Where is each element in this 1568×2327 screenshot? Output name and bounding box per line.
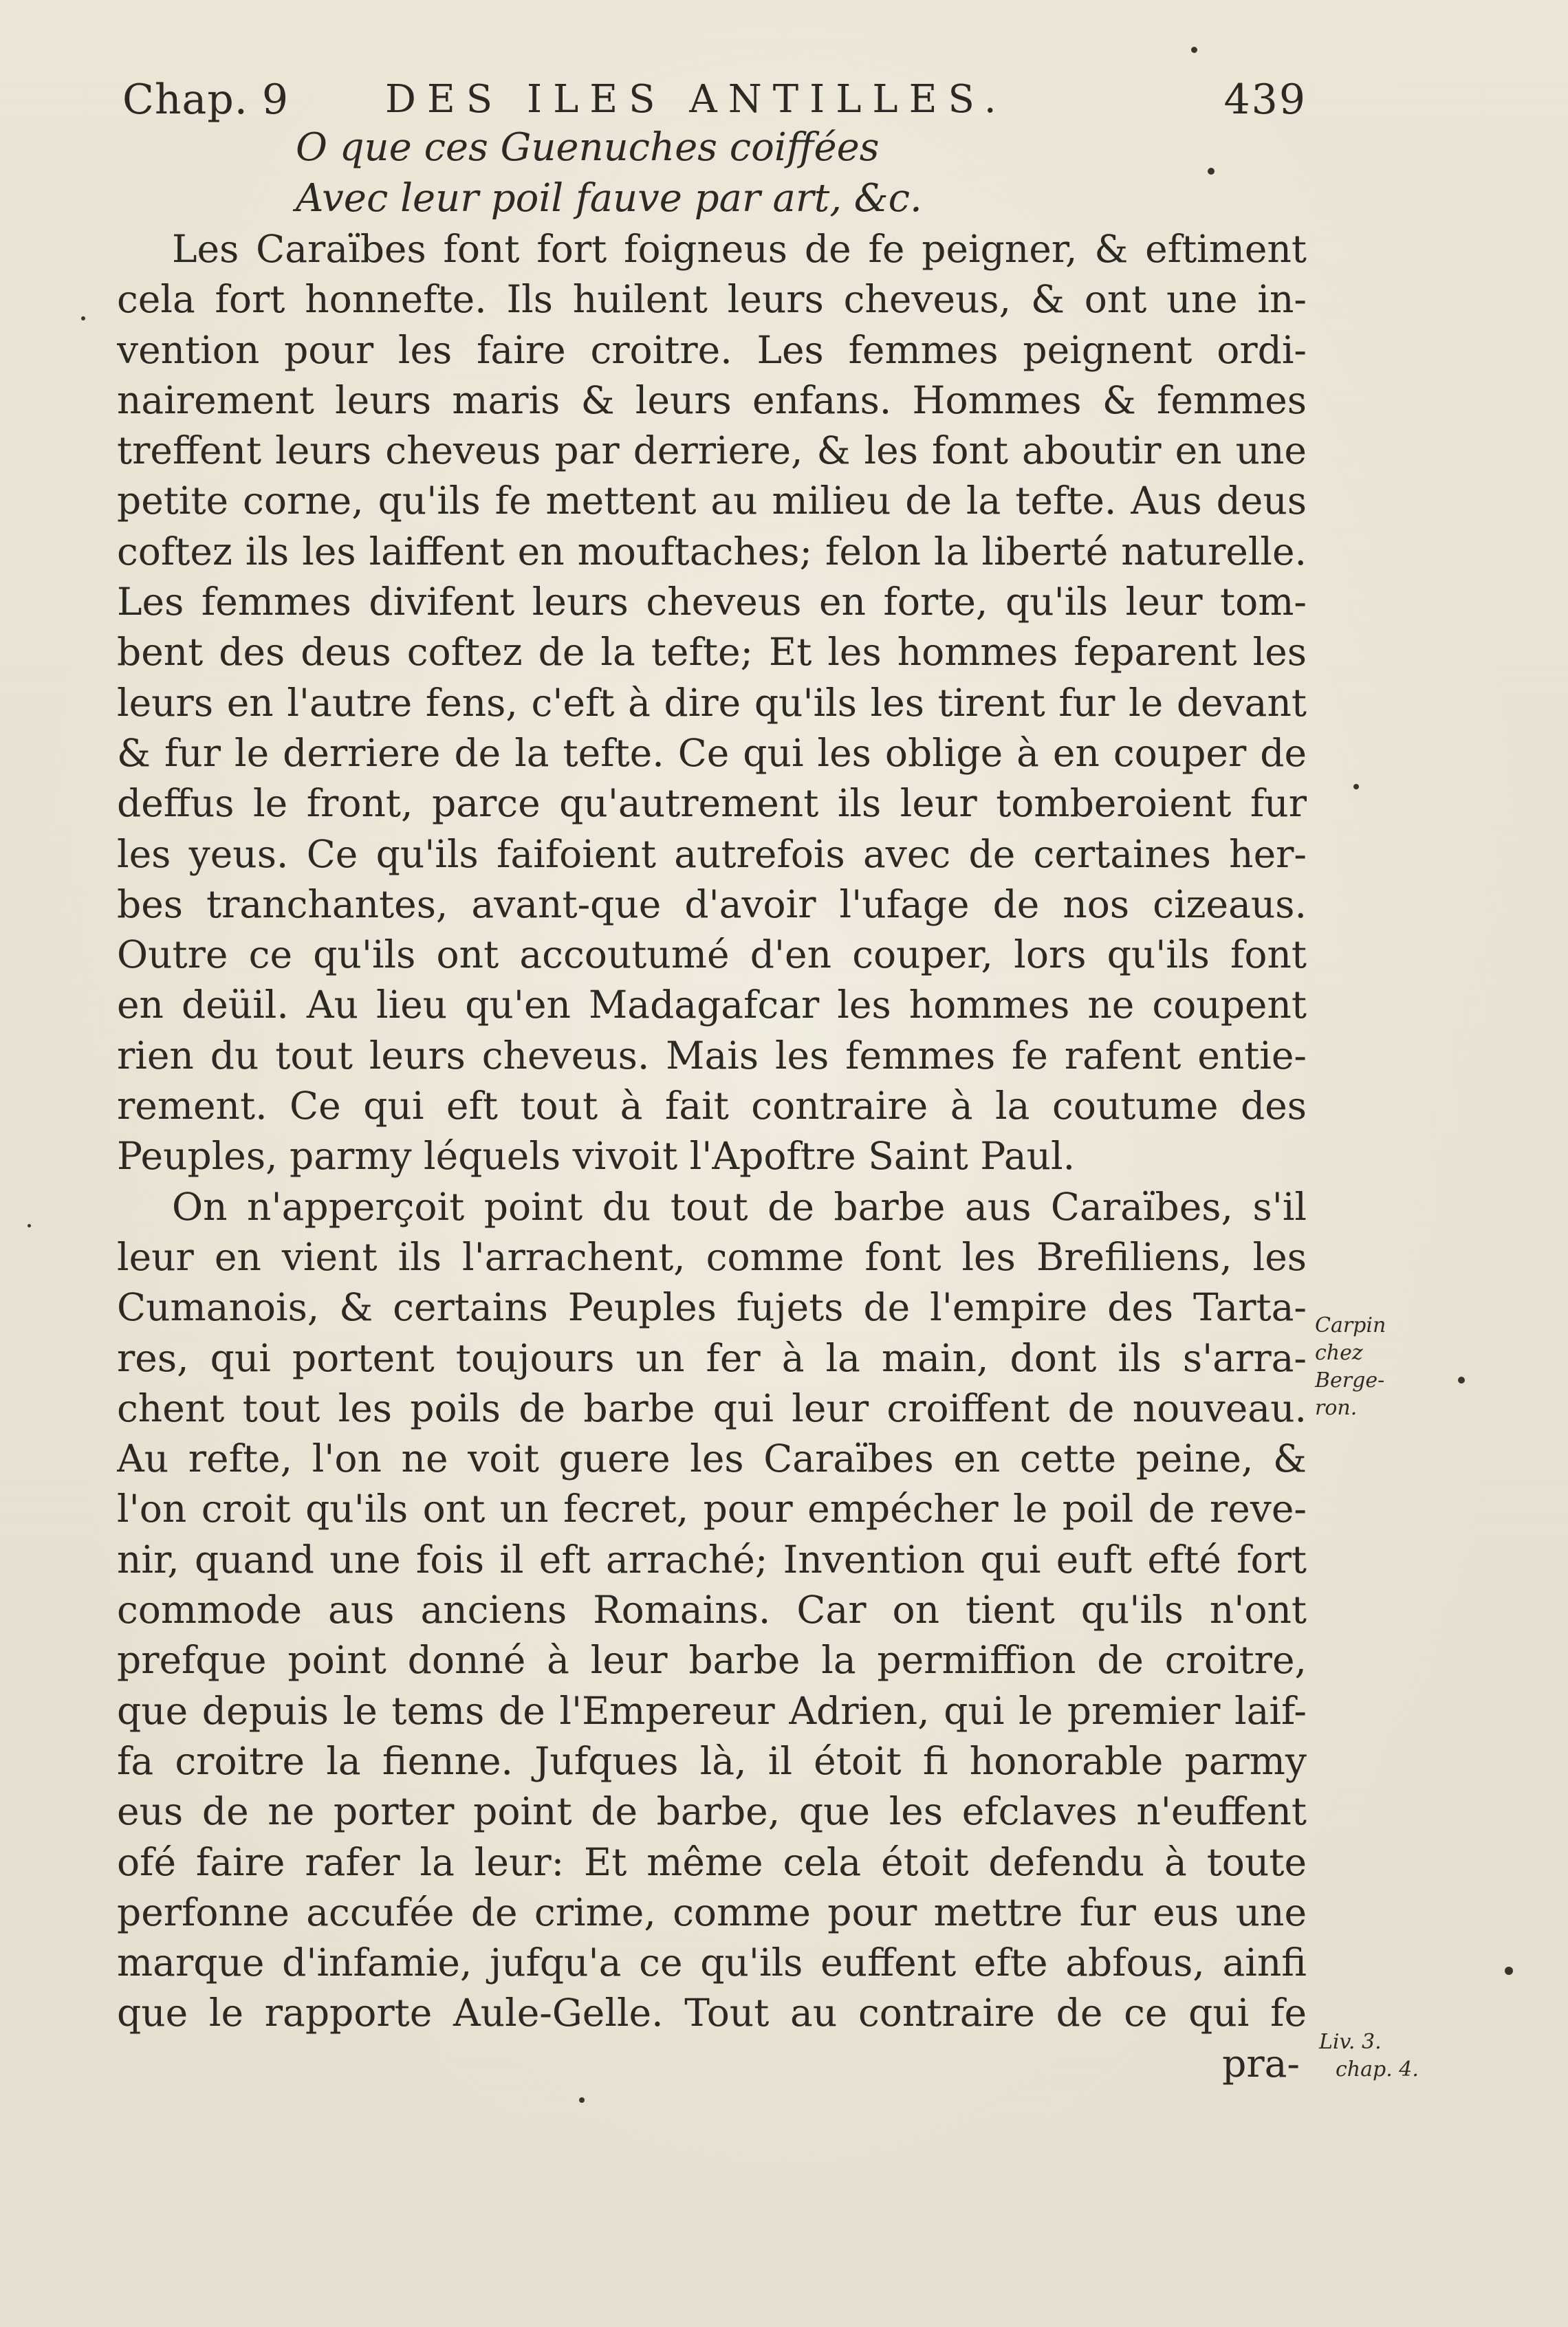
text-line: rien du tout leurs cheveus. Mais les femmes fe rafent entie- — [117, 1033, 1307, 1078]
chapter-label: Chap. 9 — [122, 76, 290, 124]
text-line: l'on croit qu'ils ont un fecret, pour empécher le poil de reve- — [117, 1487, 1307, 1531]
text-line: deffus le front, parce qu'autrement ils leur tomberoient fur — [117, 781, 1307, 826]
body-text — [117, 224, 1307, 2089]
text-line: perfonne accufée de crime, comme pour mettre fur eus une — [117, 1890, 1307, 1934]
verse-quotation — [296, 122, 1259, 224]
running-title: DES ILES ANTILLES. — [385, 77, 1008, 122]
text-line: que depuis le tems de l'Empereur Adrien, qui le premier laif- — [117, 1688, 1307, 1733]
text-line: petite corne, qu'ils fe mettent au milieu de la tefte. Aus deus — [117, 479, 1307, 523]
text-line: cela fort honnefte. Ils huilent leurs cheveus, & ont une in- — [117, 277, 1307, 322]
text-line: res, qui portent toujours un fer à la main, dont ils s'arra- — [117, 1335, 1307, 1380]
text-line: commode aus anciens Romains. Car on tient qu'ils n'ont — [117, 1588, 1307, 1632]
text-line: ofé faire rafer la leur: Et même cela étoit defendu à toute — [117, 1839, 1307, 1884]
paper-speck — [81, 316, 85, 320]
text-line: bes tranchantes, avant-que d'avoir l'ufage de nos cizeaus. — [117, 882, 1307, 926]
margin-note-line: Berge- — [1315, 1368, 1385, 1392]
text-line: coftez ils les laiffent en mouftaches; felon la liberté naturelle. — [117, 529, 1307, 573]
text-line: prefque point donné à leur barbe la permiffion de croitre, — [117, 1638, 1307, 1683]
page-header — [117, 69, 1307, 131]
margin-note-line: chap. 4. — [1336, 2057, 1419, 2082]
margin-note-line: Carpin — [1315, 1313, 1386, 1337]
margin-note-livre — [1319, 2029, 1429, 2084]
verse-line: O que ces Guenuches coiffées — [296, 125, 880, 170]
catchword: pra- — [1222, 2041, 1300, 2086]
text-line: les yeus. Ce qu'ils faifoient autrefois avec de certaines her- — [117, 831, 1307, 876]
text-line: Outre ce qu'ils ont accoutumé d'en couper, lors qu'ils font — [117, 932, 1307, 977]
text-line: nairement leurs maris & leurs enfans. Hommes & femmes — [117, 378, 1307, 422]
text-line: bent des deus coftez de la tefte; Et les hommes feparent les — [117, 630, 1307, 675]
text-line: leur en vient ils l'arrachent, comme font les Brefiliens, les — [117, 1234, 1307, 1279]
margin-note-line: ron. — [1315, 1396, 1358, 1420]
margin-note-carpin — [1315, 1312, 1439, 1422]
margin-note-line: Liv. 3. — [1319, 2030, 1382, 2054]
text-line: Cumanois, & certains Peuples fujets de l'empire des Tarta- — [117, 1285, 1307, 1330]
text-line: en deüil. Au lieu qu'en Madagafcar les hommes ne coupent — [117, 983, 1307, 1027]
paper-speck — [1353, 784, 1359, 789]
text-line: marque d'infamie, jufqu'a ce qu'ils euffent efte abfous, ainfi — [117, 1941, 1307, 1985]
margin-note-line: chez — [1315, 1341, 1363, 1365]
paper-speck — [1505, 1967, 1513, 1975]
text-line: que le rapporte Aule-Gelle. Tout au contraire de ce qui fe — [117, 1991, 1307, 2035]
text-line: Au refte, l'on ne voit guere les Caraïbes en cette peine, & — [117, 1436, 1307, 1481]
text-line: & fur le derriere de la tefte. Ce qui les oblige à en couper de — [117, 730, 1307, 775]
paper-speck — [1208, 168, 1215, 175]
text-line: Les femmes divifent leurs cheveus en forte, qu'ils leur tom- — [117, 580, 1307, 624]
text-line: nir, quand une fois il eft arraché; Invention qui euft efté fort — [117, 1537, 1307, 1582]
text-line: eus de ne porter point de barbe, que les efclaves n'euffent — [117, 1789, 1307, 1834]
text-line: fa croitre la fienne. Jufques là, il étoit fi honorable parmy — [117, 1738, 1307, 1783]
text-line: chent tout les poils de barbe qui leur croiffent de nouveau. — [117, 1386, 1307, 1430]
paper-speck — [1458, 1377, 1465, 1384]
paper-speck — [28, 1224, 31, 1227]
text-line: leurs en l'autre fens, c'eft à dire qu'ils les tirent fur le devant — [117, 680, 1307, 725]
text-line: On n'apperçoit point du tout de barbe aus Caraïbes, s'il — [172, 1184, 1307, 1229]
page-number: 439 — [1223, 76, 1307, 124]
paper-speck — [1191, 47, 1197, 53]
text-line: Peuples, parmy léquels vivoit l'Apoftre Saint Paul. — [117, 1134, 1076, 1179]
text-line: rement. Ce qui eft tout à fait contraire à la coutume des — [117, 1084, 1307, 1128]
text-line: Les Caraïbes font fort foigneus de fe peigner, & eftiment — [172, 227, 1307, 271]
verse-line: Avec leur poil fauve par art, &c. — [296, 176, 922, 221]
text-line: treffent leurs cheveus par derriere, & les font aboutir en une — [117, 428, 1307, 473]
paper-speck — [579, 2097, 585, 2103]
text-line: vention pour les faire croitre. Les femmes peignent ordi- — [117, 327, 1307, 372]
